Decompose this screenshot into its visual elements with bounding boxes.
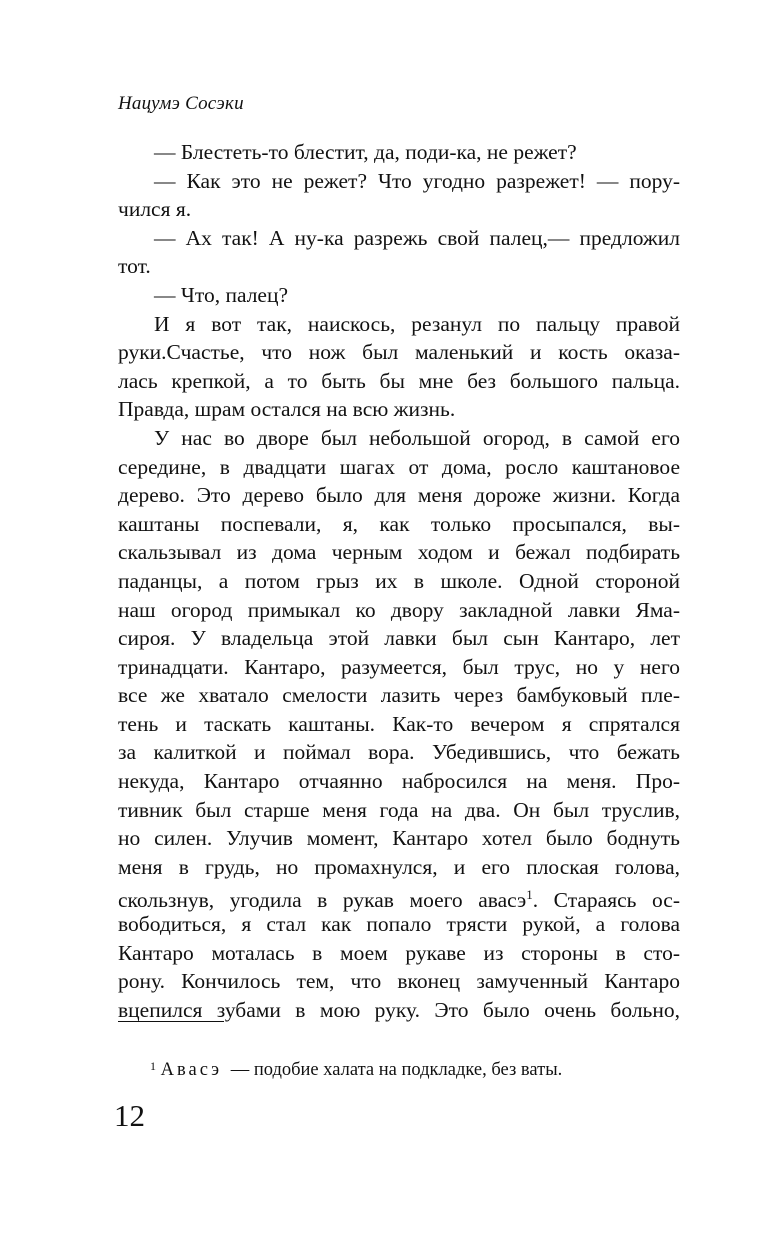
text-line-content: некуда, Кантаро отчаянно набросился на меня. Про- bbox=[118, 769, 680, 794]
text-line-content: меня в грудь, но промахнулся, и его плоская голова, bbox=[118, 854, 680, 879]
text-line bbox=[118, 367, 680, 396]
text-line bbox=[118, 624, 680, 653]
text-line-content: сироя. У владельца этой лавки был сын Кантаро, лет bbox=[118, 626, 680, 651]
text-line bbox=[118, 395, 680, 424]
footnote-text: — подобие халата на подкладке, без ваты. bbox=[230, 1060, 563, 1081]
text-line-content: чился я. bbox=[118, 197, 192, 222]
text-line bbox=[118, 510, 680, 539]
text-line-content: вцепился зубами в мою руку. Это было очень больно, bbox=[118, 997, 680, 1022]
text-line-content: тот. bbox=[118, 254, 151, 279]
text-line-content: тень и таскать каштаны. Как-то вечером я спрятался bbox=[118, 711, 680, 736]
text-line-content: — Как это не режет? Что угодно разрежет! — пору- bbox=[154, 168, 680, 193]
text-line bbox=[118, 796, 680, 825]
page-number: 12 bbox=[114, 1098, 145, 1133]
text-line bbox=[118, 453, 680, 482]
text-line-content: середине, в двадцати шагах от дома, росло каштановое bbox=[118, 454, 680, 479]
text-line bbox=[118, 252, 680, 281]
text-line bbox=[118, 195, 680, 224]
text-line-content: Правда, шрам остался на всю жизнь. bbox=[118, 397, 456, 422]
text-line-content: рону. Кончилось тем, что вконец замученный Кантаро bbox=[118, 969, 680, 994]
text-line-content: вободиться, я стал как попало трясти рукой, а голова bbox=[118, 912, 680, 937]
text-line-content: — Блестеть-то блестит, да, поди-ка, не режет? bbox=[154, 140, 577, 164]
text-line-content: дерево. Это дерево было для меня дороже жизни. Когда bbox=[118, 483, 680, 508]
text-line-content: наш огород примыкал ко двору закладной лавки Яма- bbox=[118, 597, 680, 622]
text-line bbox=[118, 224, 680, 253]
text-line bbox=[118, 653, 680, 682]
text-line bbox=[118, 167, 680, 196]
text-line bbox=[118, 310, 680, 339]
text-line bbox=[118, 138, 680, 167]
text-line-content: тивник был старше меня года на два. Он был труслив, bbox=[118, 797, 680, 822]
text-line-content: руки.Счастье, что нож был маленький и кость оказа- bbox=[118, 340, 680, 365]
text-line-content: И я вот так, наискось, резанул по пальцу правой bbox=[154, 311, 680, 336]
text-line-content: каштаны поспевали, я, как только просыпался, вы- bbox=[118, 511, 680, 536]
footnote bbox=[150, 1057, 562, 1081]
text-line-content: тринадцати. Кантаро, разумеется, был трус, но у него bbox=[118, 654, 680, 679]
text-line bbox=[118, 281, 680, 310]
footnote-marker: 1 bbox=[150, 1059, 156, 1073]
text-line bbox=[118, 681, 680, 710]
text-line-content: Кантаро моталась в моем рукаве из стороны в сто- bbox=[118, 940, 680, 965]
text-line bbox=[118, 567, 680, 596]
text-line bbox=[118, 424, 680, 453]
text-line bbox=[118, 596, 680, 625]
text-line bbox=[118, 710, 680, 739]
footnote-separator bbox=[118, 1021, 224, 1022]
text-line-content: — Что, палец? bbox=[154, 282, 289, 307]
text-line bbox=[118, 853, 680, 882]
text-line bbox=[118, 881, 680, 913]
text-line-content: лась крепкой, а то быть бы мне без большого пальца. bbox=[118, 368, 680, 393]
text-line bbox=[118, 481, 680, 510]
footnote-reference: 1 bbox=[526, 887, 533, 903]
text-line-content: У нас во дворе был небольшой огород, в самой его bbox=[154, 425, 680, 450]
text-line-content: паданцы, а потом грыз их в школе. Одной стороной bbox=[118, 568, 680, 593]
footnote-term: Авасэ bbox=[160, 1060, 223, 1081]
text-line-content: — Ах так! А ну-ка разрежь свой палец,— предложил bbox=[154, 225, 680, 250]
text-line bbox=[118, 338, 680, 367]
text-line bbox=[118, 824, 680, 853]
text-line-content: скальзывал из дома черным ходом и бежал подбирать bbox=[118, 540, 680, 565]
text-line-content: скользнув, угодила в рукав моего авасэ bbox=[118, 888, 527, 913]
text-line bbox=[118, 939, 680, 968]
text-line-content: за калиткой и поймал вора. Убедившись, что бежать bbox=[118, 740, 680, 765]
text-line bbox=[118, 538, 680, 567]
text-line bbox=[118, 967, 680, 996]
text-line-content: все же хватало смелости лазить через бамбуковый пле- bbox=[118, 683, 680, 708]
main-text bbox=[118, 138, 680, 1024]
text-line-content: но силен. Улучив момент, Кантаро хотел было боднуть bbox=[118, 826, 680, 851]
text-line bbox=[118, 738, 680, 767]
text-line-continuation: . Стараясь ос- bbox=[532, 888, 680, 913]
text-line bbox=[118, 767, 680, 796]
text-line bbox=[118, 910, 680, 939]
running-head: Нацумэ Сосэки bbox=[118, 93, 244, 114]
